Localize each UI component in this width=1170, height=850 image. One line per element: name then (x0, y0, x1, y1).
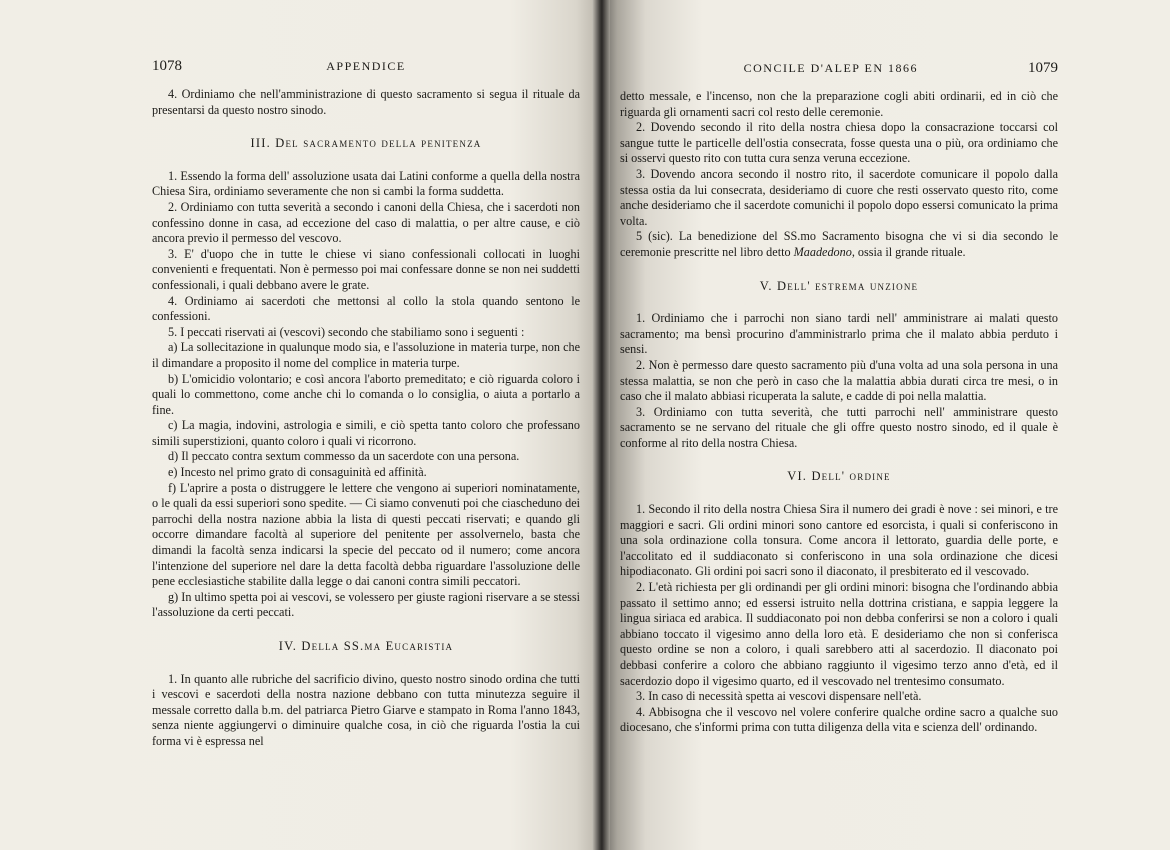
paragraph: 5. I peccati riservati ai (vescovi) secondo che stabiliamo sono i seguenti : (168, 324, 525, 339)
section-4-heading: IV. Della SS.ma Eucaristia (278, 639, 454, 653)
left-running-head (152, 58, 580, 75)
paragraph: 1. In quanto alle rubriche del sacrificio divino, questo nostro sinodo ordina che tutti i vescovi e sacerdoti della nostra nazione debbano con tutta minutezza seguire il messale corretto dalla b.m. del patriarca Pietro Giarve e stampato in Roma l'anno 1843, senza niente aggiungervi o diminuire qualche cosa, in ciò che riguarda l'ostia la cui forma vi è espressa nel (152, 671, 580, 748)
section-4-paragraph-5 (620, 229, 1058, 260)
section-5-body (620, 311, 1058, 451)
paragraph: 2. Dovendo secondo il rito della nostra chiesa dopo la consacrazione toccarsi col sangue tutte le particelle dell'ostia consecrata, fosse questa una o più, ora ordiniamo che si osservi questo rito con tutta cura senza veruna eccezione. (620, 120, 1058, 166)
left-page-number: 1078 (152, 58, 182, 74)
paragraph: 1. Essendo la forma dell' assoluzione usata dai Latini conforme a quella della nostra Chiesa Sira, ordiniamo severamente che non si cambi la forma suddetta. (152, 168, 580, 199)
right-page (600, 0, 1170, 850)
paragraph: 3. Ordiniamo con tutta severità, che tutti parrochi nell' amministrare questo sacramento se ne servano del rituale che gli offre questo nostro sinodo, ed il quale è conforme al rito della nostra Chiesa. (620, 404, 1058, 450)
book-gutter (592, 0, 610, 850)
paragraph: 2. Ordiniamo con tutta severità a secondo i canoni della Chiesa, che i sacerdoti non confessino donne in casa, ad eccezione del caso di malattia, o per altre cause, e ciò ancora previo il permesso del vescovo. (152, 199, 580, 246)
paragraph: d) Il peccato contra sextum commesso da un sacerdote con una persona. (168, 449, 520, 464)
paragraph: 2. Non è permesso dare questo sacramento più d'una volta ad una sola persona in una stessa malattia, se non che però in caso che la malattia abbia durati circa tre mesi, o in caso che il malato abbiasi ricuperata la salute, e cadde di poi nella malattia. (620, 357, 1058, 404)
right-text-block (620, 89, 1058, 736)
section-3-heading: III. Del sacramento della penitenza (250, 136, 482, 151)
section-4-body-right (620, 120, 1058, 229)
paragraph: 2. L'età richiesta per gli ordinandi per gli ordini minori: bisogna che l'ordinando abbia passato il settimo anno; ed essersi istruito nella dottrina cristiana, e sappia leggere la lingua siriaca ed arabica. Il suddiaconato poi non debba conferirsi se non a coloro i quali abbiano toccato il vigesimo anno della loro età. E desideriamo che non si conferisca questo ordine se non a coloro, i quali sarebbero atti al sacerdozio. Il diaconato poi debbasi conferire a coloro che abbiano raggiunto il vigesimo terzo anno d'età, ed il sacerdozio dopo il vigesimo quarto, ed il vescovado nel trentesimo consumato. (620, 580, 1058, 688)
section-6-heading: VI. Dell' ordine (787, 469, 891, 484)
left-running-title: APPENDICE (326, 59, 406, 73)
paragraph: f) L'aprire a posta o distruggere le lettere che vengono ai superiori nominatamente, o le quali da essi superiori sono spedite. — Ci siamo convenuti poi che ciascheduno dei parrochi della nostra nazione abbia la lista di questi peccati riservati; e quando gli occorre dimandare facoltà al superiore del penitente per assolvernelo, basta che dimandi la facoltà senza indicarsi la specie del peccato od il numero; come ancora l'intenzione del superiore nel dare la detta facoltà debba riguardare l'assoluzione delle pene ecclesiastiche stabilite dalla legge o dai canoni contra simili peccatori. (152, 480, 580, 589)
p5-prefix: 5 (sic). La benedizione del SS.mo Sacramento bisogna che vi si dia secondo le ceremonie prescritte nel libro detto (620, 229, 1058, 259)
section-3-body (152, 169, 580, 621)
paragraph: 3. In caso di necessità spetta ai vescovi dispensare nell'età. (636, 689, 922, 704)
paragraph: 4. Abbisogna che il vescovo nel volere conferire qualche ordine sacro a qualche suo diocesano, che s'informi prima con tutta diligenza della vita e scienza dell' ordinando. (620, 704, 1058, 735)
paragraph: e) Incesto nel primo grato di consaguinità ed affinità. (168, 465, 427, 480)
left-intro-paragraph: 4. Ordiniamo che nell'amministrazione di questo sacramento si segua il rituale da presentarsi da questo nostro sinodo. (152, 87, 580, 117)
paragraph: 3. Dovendo ancora secondo il nostro rito, il sacerdote comunicare il popolo dalla stessa ostia da lui consecrata, desideriamo di cuore che resti osservato questo rito, come anche desideriamo che il sacerdote comunichi il popolo dopo essersi comunicato la prima volta. (620, 166, 1058, 228)
paragraph: a) La sollecitazione in qualunque modo sia, e l'assoluzione in materia turpe, non che il dimandare a proposito il nome del complice in materia turpe. (152, 340, 580, 370)
paragraph: 3. E' d'uopo che in tutte le chiese vi siano confessionali collocati in luoghi convenienti e frequentati. Non è permesso poi mai confessare donne se non nei suddetti confessionali, i quali debbano avere le grate. (152, 246, 580, 292)
paragraph: 1. Ordiniamo che i parrochi non siano tardi nell' amministrare ai malati questo sacramento; ma bensì procurino d'amministrarlo prima che il malato abbia perduto i sensi. (620, 311, 1058, 357)
right-page-number: 1079 (1028, 60, 1058, 76)
left-text-block (152, 87, 580, 750)
paragraph: c) La magia, indovini, astrologia e simili, e ciò spetta tanto coloro che professano simili superstizioni, quanto coloro i quali vi ricorrono. (152, 418, 580, 448)
continuation-paragraph: detto messale, e l'incenso, non che la preparazione cogli abiti ordinarii, ed in ciò che riguarda gli ornamenti sacri col resto delle ceremonie. (620, 89, 1058, 119)
paragraph: 4. Ordiniamo ai sacerdoti che mettonsi al collo la stola quando sentono le confessioni. (152, 293, 580, 324)
paragraph: g) In ultimo spetta poi ai vescovi, se volessero per giuste ragioni riservare a se stessi l'assoluzione da certi peccati. (152, 589, 580, 620)
p5-book-title: Maadedono (793, 244, 852, 259)
paragraph: b) L'omicidio volontario; e così ancora l'aborto premeditato; e ciò riguarda coloro i quali lo commettono, come anche chi lo comanda o lo consiglia, o aiuta a portarlo a fine. (152, 371, 580, 417)
right-running-title: CONCILE D'ALEP EN 1866 (743, 61, 918, 75)
p5-suffix: , ossia il grande rituale. (851, 244, 966, 259)
paragraph: 1. Secondo il rito della nostra Chiesa Sira il numero dei gradi è nove : sei minori, e tre maggiori e sacri. Gli ordini minori sono cantore ed esorcista, i quali si conferiscono in una sola ordinazione colla tonsura. Come ancora il lettorato, guardia delle porte, e l'accolitato ed il suddiaconato si conferiscono in una sola ordinazione che dicesi hipodiaconato. Gli ordini poi sacri sono il diaconato, il presbiterato ed il vescovado. (620, 502, 1058, 579)
section-4-body-left (152, 672, 580, 750)
section-5-heading: V. Dell' estrema unzione (759, 278, 919, 293)
section-6-body (620, 502, 1058, 736)
right-running-head (620, 60, 1058, 77)
